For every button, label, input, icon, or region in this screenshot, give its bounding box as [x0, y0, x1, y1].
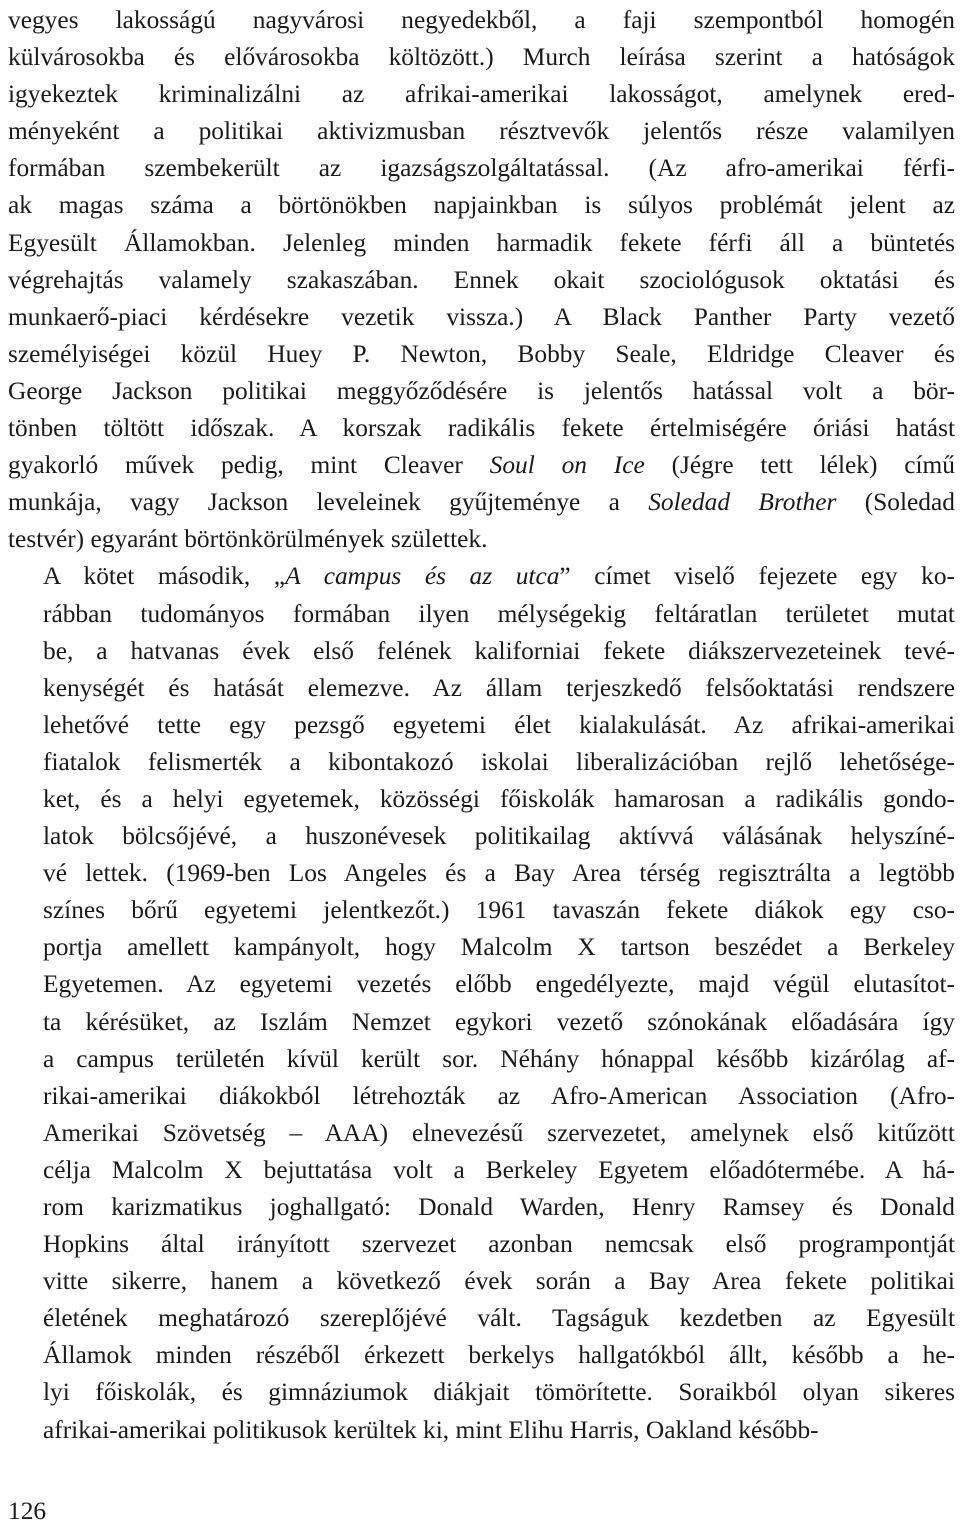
- text-line: rom karizmatikus joghallgató: Donald Warden, Henry Ramsey és Donald: [43, 1193, 955, 1221]
- text-line: gyakorló művek pedig, mint Cleaver Soul on Ice (Jégre tett lélek) című: [8, 451, 955, 480]
- text-line: személyiségei közül Huey P. Newton, Bobby Seale, Eldridge Cleaver és: [8, 339, 955, 368]
- text-line: fiatalok felismerték a kibontakozó iskolai liberalizációban rejlő lehetősége-: [43, 747, 955, 776]
- page-number: 126: [8, 1497, 47, 1525]
- text-line: a campus területén kívül került sor. Néhány hónappal később kizárólag af-: [43, 1044, 955, 1073]
- text-line: végrehajtás valamely szakaszában. Ennek okait szociológusok oktatási és: [8, 265, 955, 294]
- text-line: portja amellett kampányolt, hogy Malcolm X tartson beszédet a Berkeley: [43, 933, 955, 962]
- text-line: Egyetemen. Az egyetemi vezetés előbb engedélyezte, majd végül elutasítot-: [43, 970, 955, 999]
- text-line: kenységét és hatását elemezve. Az állam terjeszkedő felsőoktatási rendszere: [43, 673, 955, 702]
- text-line: célja Malcolm X bejuttatása volt a Berkeley Egyetem előadótermébe. A há-: [43, 1155, 955, 1184]
- text-line: rikai-amerikai diákokból létrehozták az Afro-American Association (Afro-: [43, 1081, 955, 1110]
- text-line: munkája, vagy Jackson leveleinek gyűjteménye a Soledad Brother (Soledad: [8, 488, 955, 517]
- text-line: külvárosokba és elővárosokba költözött.) Murch leírása szerint a hatóságok: [8, 43, 955, 72]
- text-line: rábban tudományos formában ilyen mélységekig feltáratlan területet mutat: [43, 599, 955, 628]
- text-line: A kötet második, „A campus és az utca” címet viselő fejezete egy ko-: [43, 562, 955, 591]
- text-line: lehetővé tette egy pezsgő egyetemi élet kialakulását. Az afrikai-amerikai: [43, 710, 955, 739]
- text-line: formában szembekerült az igazságszolgáltatással. (Az afro-amerikai férfi-: [8, 154, 955, 183]
- text-line: Amerikai Szövetség – AAA) elnevezésű szervezetet, amelynek első kitűzött: [43, 1118, 955, 1147]
- text-line: vitte sikerre, hanem a következő évek során a Bay Area fekete politikai: [43, 1267, 955, 1296]
- paragraph: [8, 2, 955, 558]
- text-line: be, a hatvanas évek első felének kaliforniai fekete diákszervezeteinek tevé-: [43, 636, 955, 665]
- text-line: ket, és a helyi egyetemek, közösségi főiskolák hamarosan a radikális gondo-: [43, 784, 955, 813]
- text-line: munkaerő-piaci kérdésekre vezetik vissza.) A Black Panther Party vezető: [8, 302, 955, 331]
- text-line: ta kérésüket, az Iszlám Nemzet egykori vezető szónokának előadására így: [43, 1007, 955, 1036]
- text-line: Egyesült Államokban. Jelenleg minden harmadik fekete férfi áll a büntetés: [8, 228, 955, 257]
- paragraph: [8, 558, 955, 1448]
- text-line: testvér) egyaránt börtönkörülmények születtek.: [8, 525, 488, 554]
- text-line: ményeként a politikai aktivizmusban résztvevők jelentős része valamilyen: [8, 117, 955, 146]
- text-line: Hopkins által irányított szervezet azonban nemcsak első programpontját: [43, 1230, 955, 1259]
- text-line: életének meghatározó szereplőjévé vált. Tagságuk kezdetben az Egyesült: [43, 1304, 955, 1333]
- text-line: vegyes lakosságú nagyvárosi negyedekből, a faji szempontból homogén: [8, 6, 955, 34]
- text-line: Államok minden részéből érkezett berkelys hallgatókból állt, később a he-: [43, 1341, 955, 1370]
- text-line: lyi főiskolák, és gimnáziumok diákjait tömörítette. Soraikból olyan sikeres: [43, 1378, 955, 1407]
- text-line: ak magas száma a börtönökben napjainkban is súlyos problémát jelent az: [8, 191, 955, 220]
- text-line: vé lettek. (1969-ben Los Angeles és a Bay Area térség regisztrálta a legtöbb: [43, 859, 955, 888]
- page-body: [8, 2, 955, 1449]
- text-line: színes bőrű egyetemi jelentkezőt.) 1961 tavaszán fekete diákok egy cso-: [43, 896, 955, 925]
- text-line: George Jackson politikai meggyőződésére is jelentős hatással volt a bör-: [8, 376, 955, 405]
- text-line: tönben töltött időszak. A korszak radikális fekete értelmiségére óriási hatást: [8, 414, 955, 443]
- text-line: igyekeztek kriminalizálni az afrikai-amerikai lakosságot, amelynek ered-: [8, 80, 955, 109]
- text-line: latok bölcsőjévé, a huszonévesek politikailag aktívvá válásának helyszíné-: [43, 822, 955, 851]
- text-line: afrikai-amerikai politikusok kerültek ki, mint Elihu Harris, Oakland később-: [43, 1415, 819, 1444]
